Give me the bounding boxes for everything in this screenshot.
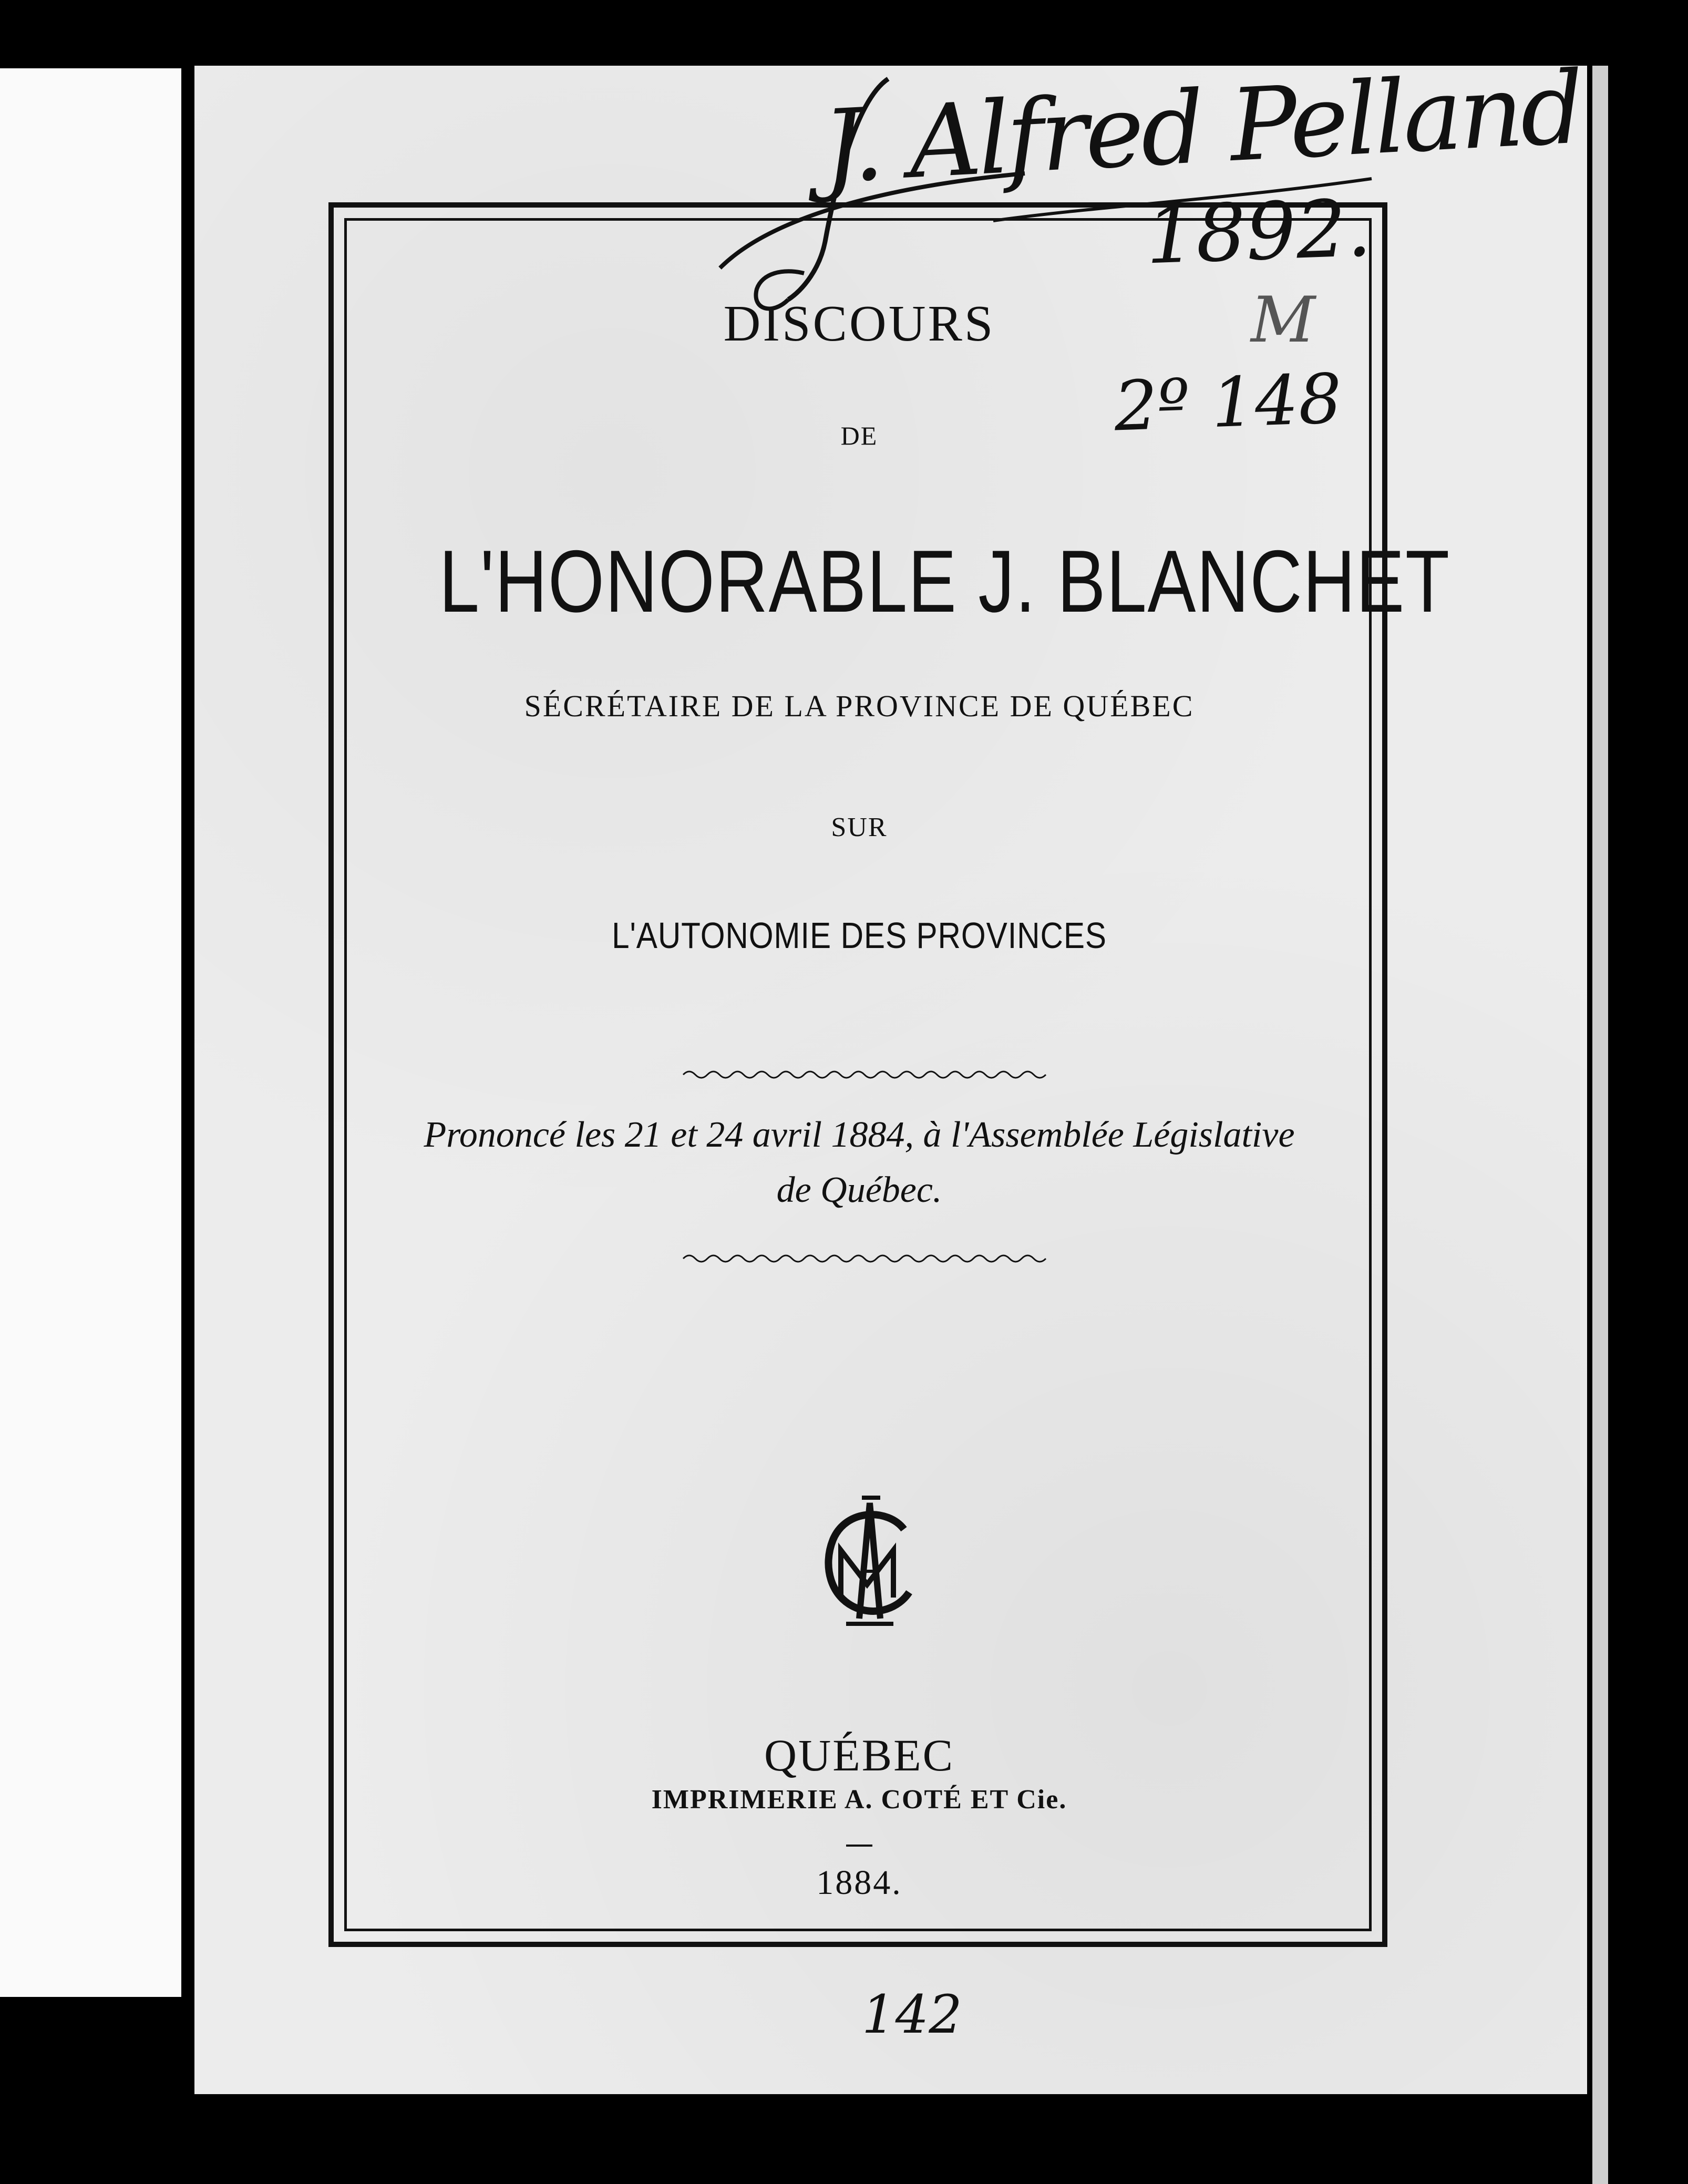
wavy-rule-bottom-icon [683,1251,1046,1266]
title-sur: SUR [831,812,888,842]
scan-right-strip [1592,66,1608,2184]
title-subject: L'AUTONOMIE DES PROVINCES [612,915,1107,956]
title-office: SÉCRÉTAIRE DE LA PROVINCE DE QUÉBEC [524,689,1195,723]
imprint-rule [846,1845,872,1847]
title-discours: DISCOURS [723,295,995,352]
subtitle-line-1: Prononcé les 21 et 24 avril 1884, à l'Assemblée Législative [424,1115,1295,1155]
handwritten-year: 1892. [1144,182,1373,282]
imprint-printer: IMPRIMERIE A. COTÉ ET Cie. [651,1785,1067,1815]
scan-left-strip [0,68,181,1997]
wavy-rule-top-icon [683,1067,1046,1083]
handwritten-page-number: 142 [862,1984,962,2045]
handwritten-letter: M [1251,284,1315,357]
title-de: DE [840,421,878,450]
imprint-city: QUÉBEC [764,1730,954,1780]
imprint-year: 1884. [816,1863,902,1902]
printer-monogram-icon [809,1492,925,1629]
title-author: L'HONORABLE J. BLANCHET [439,532,1450,631]
handwritten-number: 2º 148 [1113,358,1343,447]
signature-text: J. Alfred Pelland [820,49,1584,205]
subtitle-line-2: de Québec. [776,1170,942,1210]
